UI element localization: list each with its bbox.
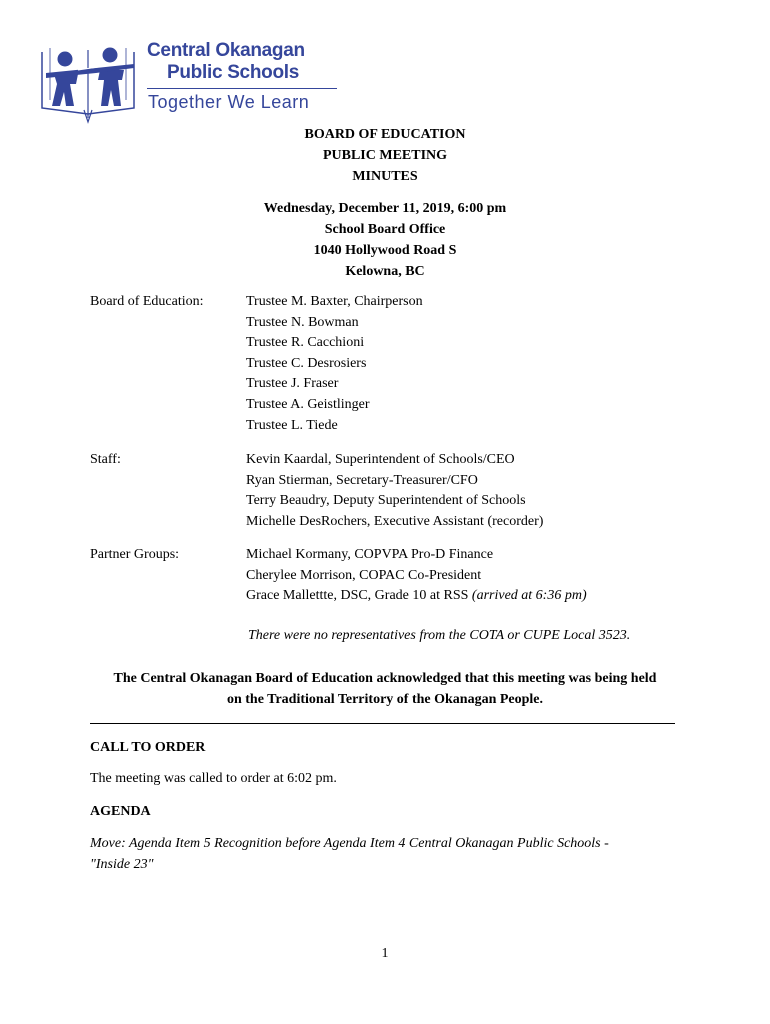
title-line-3: MINUTES [352,169,418,184]
page-number: 1 [381,946,389,961]
section-divider [90,723,675,724]
acknowledgement-line-1: The Central Okanagan Board of Education acknowledged that this meeting was being held [113,671,657,686]
staff-member: Terry Beaudry, Deputy Superintendent of Schools [246,493,526,509]
school-district-logo [38,40,318,124]
staff-label: Staff: [90,452,121,467]
agenda-motion-line-2: "Inside 23" [90,857,154,872]
logo-name-line1: Central Okanagan [147,40,305,61]
staff-member: Michelle DesRochers, Executive Assistant (recorder) [246,513,544,529]
call-to-order-heading: CALL TO ORDER [90,740,206,755]
document-title [0,124,770,187]
book-figures-icon [38,40,143,124]
meeting-date: Wednesday, December 11, 2019, 6:00 pm [263,201,507,216]
partner-member: Cherylee Morrison, COPAC Co-President [246,567,482,583]
board-member: Trustee M. Baxter, Chairperson [246,294,423,309]
agenda-heading: AGENDA [90,804,151,819]
meeting-venue: School Board Office [324,222,446,237]
agenda-motion [90,833,690,875]
partner-list [246,545,587,607]
staff-member: Kevin Kaardal, Superintendent of Schools/CEO [246,452,515,467]
partner-last-name: Grace Mallettte, DSC, Grade 10 at RSS [246,588,469,604]
board-member: Trustee L. Tiede [246,417,338,433]
board-member: Trustee N. Bowman [246,314,359,330]
logo-divider [147,88,337,89]
meeting-details [0,198,770,282]
meeting-city: Kelowna, BC [345,264,425,279]
logo-wordmark [147,40,305,84]
logo-tagline: Together We Learn [148,92,310,112]
title-line-2: PUBLIC MEETING [322,148,448,163]
board-member: Trustee R. Cacchioni [246,335,365,351]
territory-acknowledgement [0,668,770,710]
logo-name-line2: Public Schools [167,62,299,83]
partner-member: Michael Kormany, COPVPA Pro-D Finance [246,547,494,562]
board-member: Trustee J. Fraser [246,376,339,392]
board-member: Trustee A. Geistlinger [246,396,370,412]
board-member: Trustee C. Desrosiers [246,355,367,371]
agenda-motion-line-1: Move: Agenda Item 5 Recognition before Agenda Item 4 Central Okanagan Public Schools - [90,836,609,851]
title-line-1: BOARD OF EDUCATION [304,127,466,142]
board-label: Board of Education: [90,294,204,309]
partner-label: Partner Groups: [90,547,180,562]
call-to-order-text: The meeting was called to order at 6:02 pm. [90,771,337,786]
partner-arrival-note: (arrived at 6:36 pm) [471,588,587,604]
partner-member-last [246,586,587,607]
staff-member: Ryan Stierman, Secretary-Treasurer/CFO [246,472,478,488]
meeting-address: 1040 Hollywood Road S [313,243,457,258]
no-representatives-note: There were no representatives from the COTA or CUPE Local 3523. [248,628,631,643]
staff-list [246,450,543,532]
acknowledgement-line-2: on the Traditional Territory of the Okanagan People. [226,692,544,707]
board-list [246,292,423,436]
